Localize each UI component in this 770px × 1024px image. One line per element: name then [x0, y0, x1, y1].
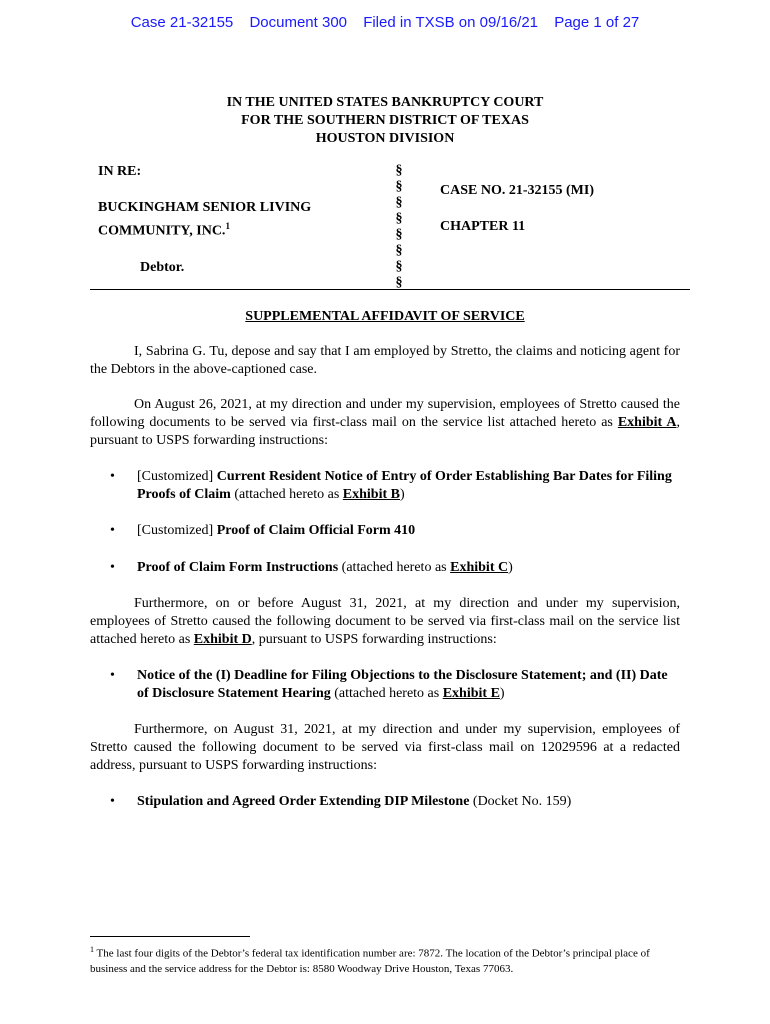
case-caption [90, 163, 690, 293]
caption-party-block [98, 163, 378, 277]
exhibit-c-ref: Exhibit C [450, 560, 509, 575]
bullet-icon: • [110, 794, 115, 809]
chapter: CHAPTER 11 [440, 219, 526, 234]
section-symbol: § [395, 211, 403, 226]
section-symbol: § [395, 243, 403, 258]
paragraph-service-aug31: Furthermore, on or before August 31, 2021, at my direction and under my supervision, employees of Stretto caused the following document to be served via first-class mail on the service list attached hereto as Exhibit D, pursuant to USPS forwarding instructions: [90, 596, 680, 647]
filed-date-header: Filed in TXSB on 09/16/21 [363, 14, 539, 31]
court-line-1: IN THE UNITED STATES BANKRUPTCY COURT [226, 95, 544, 110]
court-line-3: HOUSTON DIVISION [315, 131, 455, 146]
caption-rule [90, 289, 690, 290]
document-number-header: Document 300 [249, 14, 348, 31]
bullet-icon: • [110, 668, 115, 683]
court-line-2: FOR THE SOUTHERN DISTRICT OF TEXAS [241, 113, 529, 128]
list-item: • Stipulation and Agreed Order Extending DIP Milestone (Docket No. 159) [110, 794, 572, 809]
in-re-label: IN RE: [98, 164, 142, 179]
filing-header [0, 14, 770, 31]
list-item: • Proof of Claim Form Instructions (attached hereto as Exhibit C) [110, 560, 513, 575]
page-number-header: Page 1 of 27 [554, 14, 640, 31]
section-symbol: § [395, 259, 403, 274]
exhibit-e-ref: Exhibit E [442, 686, 500, 701]
bullet-icon: • [110, 560, 115, 575]
section-symbol: § [395, 275, 403, 290]
document-title: SUPPLEMENTAL AFFIDAVIT OF SERVICE [245, 309, 525, 324]
section-symbol: § [395, 163, 403, 178]
list-item: • [Customized] Proof of Claim Official Form 410 [110, 523, 416, 538]
paragraph-intro: I, Sabrina G. Tu, depose and say that I am employed by Stretto, the claims and noticing agent for the Debtors in the above-captioned case. [90, 344, 680, 377]
debtor-name-line-2: COMMUNITY, INC.$^1$ [98, 221, 230, 239]
footnote: $^1$ The last four digits of the Debtor’s federal tax identification number are: 7872. The location of the Debtor’s principal place of business and the service address for the Debtor is: 8580 Woodway Drive Houston, Texas 77063. [90, 945, 650, 975]
paragraph-service-redacted: Furthermore, on August 31, 2021, at my direction and under my supervision, employees of Stretto caused the following document to be served via first-class mail on 12029596 at a redacted address, pursuant to USPS forwarding instructions: [90, 722, 680, 773]
exhibit-a-ref: Exhibit A [617, 415, 677, 430]
footnote-marker: 1 [225, 221, 230, 231]
footnote-rule [90, 936, 250, 937]
caption-case-block [440, 182, 594, 236]
court-heading [0, 94, 770, 148]
debtor-name-line-1: BUCKINGHAM SENIOR LIVING [98, 200, 312, 215]
section-symbol: § [395, 227, 403, 242]
section-symbol: § [395, 195, 403, 210]
list-item: • Notice of the (I) Deadline for Filing Objections to the Disclosure Statement; and (II) Date of Disclosure Statement Hearing (attached hereto as Exhibit E) [110, 668, 668, 701]
bullet-icon: • [110, 523, 115, 538]
exhibit-d-ref: Exhibit D [193, 632, 252, 647]
list-item: • [Customized] Current Resident Notice of Entry of Order Establishing Bar Dates for Filing Proofs of Claim (attached hereto as Exhibit B) [110, 469, 672, 502]
exhibit-b-ref: Exhibit B [342, 487, 400, 502]
footnote-number: 1 [90, 945, 94, 954]
debtor-label: Debtor. [140, 259, 185, 275]
bullet-icon: • [110, 469, 115, 484]
case-number-header: Case 21-32155 [130, 14, 234, 31]
section-symbol-column [392, 163, 406, 291]
paragraph-service-aug26: On August 26, 2021, at my direction and under my supervision, employees of Stretto caused the following documents to be served via first-class mail on the service list attached hereto as Exhibit A, pursuant to USPS forwarding instructions: [90, 397, 680, 448]
case-number: CASE NO. 21-32155 (MI) [440, 183, 594, 198]
section-symbol: § [395, 179, 403, 194]
